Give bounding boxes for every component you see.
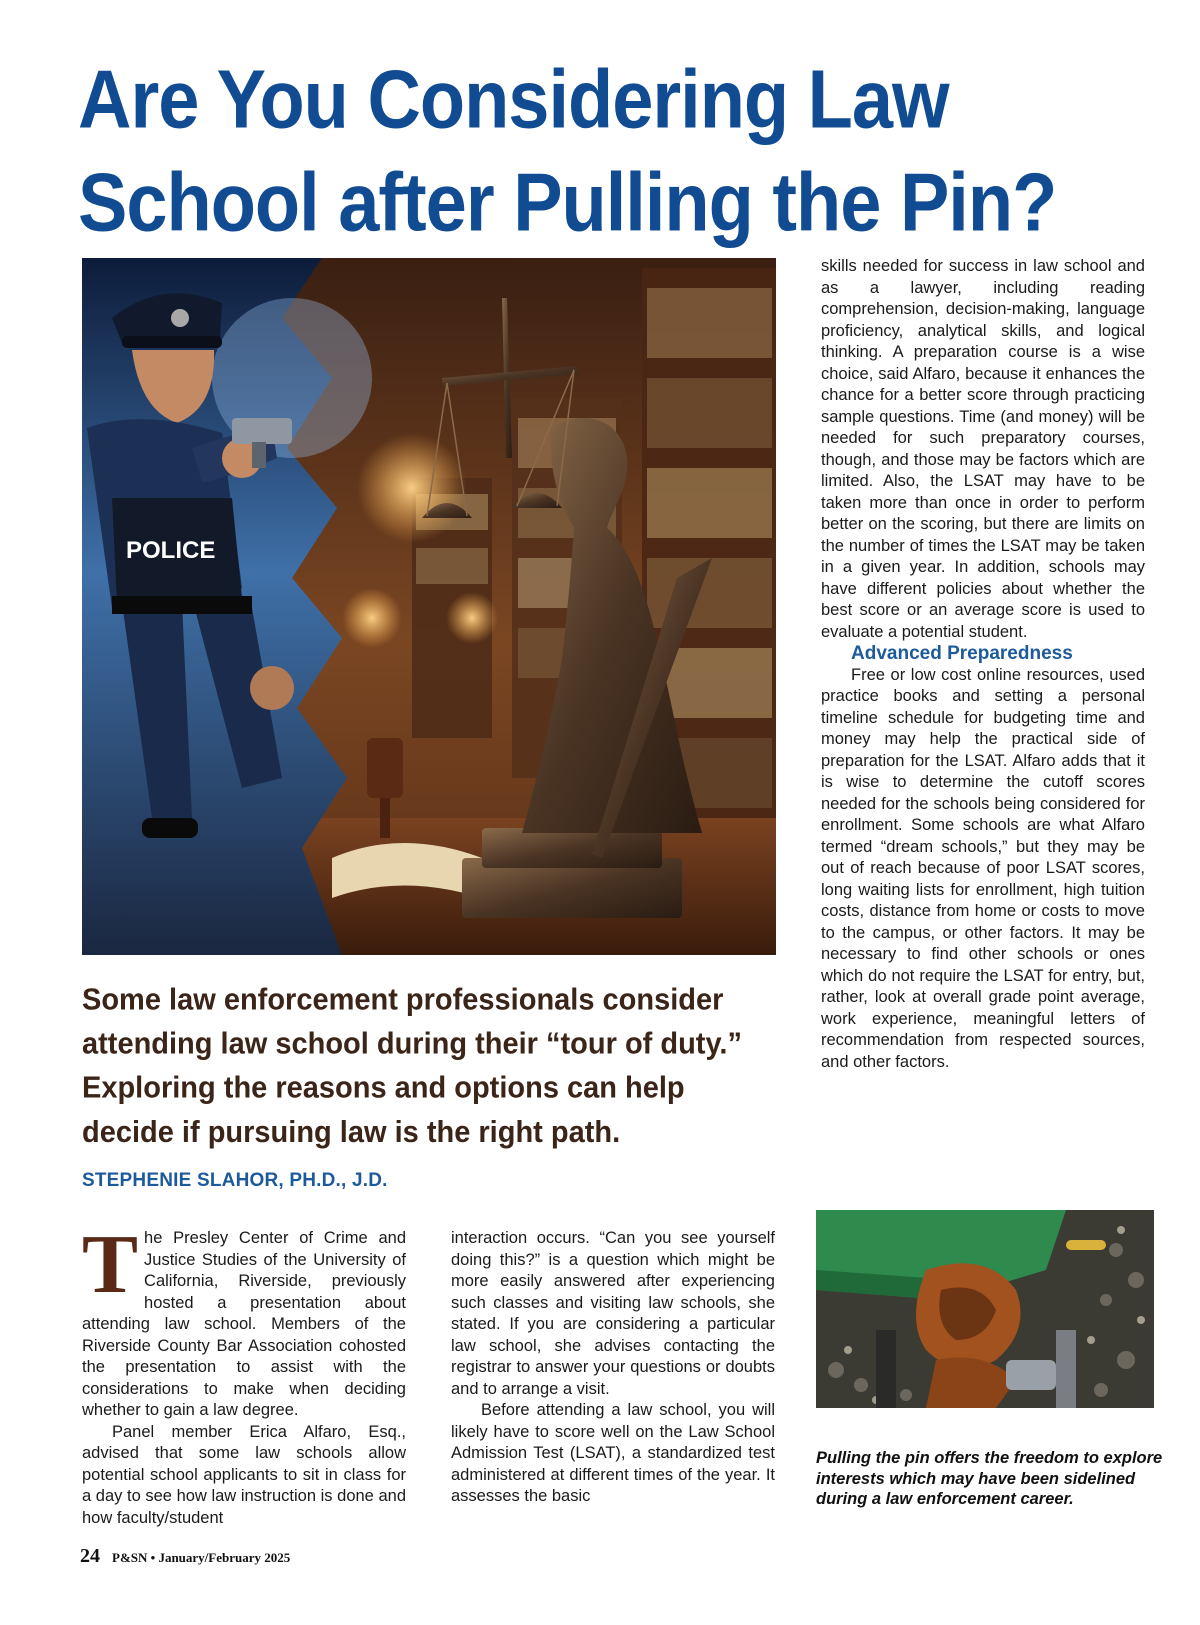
paragraph-text: he Presley Center of Crime and Justice Studies of the University of California, Riverside, previously hosted a presentation about attending law school. Members of the Riverside County Bar Association cohosted the presentation to assist with the considerations to make when deciding whether to gain a law degree. xyxy=(82,1229,406,1419)
publication-info: P&SN • January/February 2025 xyxy=(112,1550,291,1565)
drop-cap: T xyxy=(82,1218,139,1311)
paragraph: Free or low cost online resources, used practice books and setting a personal timeline schedule for budgeting time and money may help the practical side of preparation for the LSAT. Alfaro adds that it is wise to determine the cutoff scores needed for the schools being considered for enrollment. Some schools are what Alfaro termed “dream schools,” but they may be out of reach because of poor LSAT scores, long waiting lists for enrollment, high tuition costs, distance from home or costs to move to the campus, or other factors. It may be necessary to find other schools or ones which do not require the LSAT for entry, but, rather, look at overall grade point average, work experience, meaningful letters of recommendation from respected sources, and other factors. xyxy=(821,665,1145,1071)
page-number: 24 xyxy=(80,1545,100,1567)
body-column-3 xyxy=(821,256,1145,1073)
paragraph: skills needed for success in law school and as a lawyer, including reading comprehension, decision-making, language proficiency, analytical skills, and logical thinking. A preparation course is a wise choice, said Alfaro, because it enhances the chance for a better score through practicing sample questions. Time (and money) will be needed for such preparatory courses, though, and those may be factors which are limited. Also, the LSAT may have to be taken more than once in order to perform better on the scoring, but there are limits on the number of times the LSAT may be taken in a given year. In addition, schools may have different policies about whether the best score or an average score is used to evaluate a potential student. xyxy=(821,257,1145,641)
coupler-illustration xyxy=(816,1210,1154,1408)
page-footer xyxy=(80,1545,290,1568)
body-column-2 xyxy=(451,1228,775,1508)
byline: STEPHENIE SLAHOR, PH.D., J.D. xyxy=(82,1170,388,1191)
paragraph xyxy=(82,1218,406,1422)
photo-caption: Pulling the pin offers the freedom to explore interests which may have been sidelined during a law enforcement career. xyxy=(816,1449,1163,1508)
section-subhead: Advanced Preparedness xyxy=(851,643,1073,664)
paragraph: Before attending a law school, you will likely have to score well on the Law School Admission Test (LSAT), a standardized test administered at different times of the year. It assesses the basic xyxy=(451,1401,775,1505)
article-deck: Some law enforcement professionals consider attending law school during their “tour of duty.” Exploring the reasons and options can help decide if pursuing law is the right path. xyxy=(82,983,742,1150)
hero-image xyxy=(82,258,776,955)
headline: Are You Considering Law School after Pulling the Pin? xyxy=(78,52,1057,249)
body-column-1 xyxy=(82,1218,406,1529)
train-coupler-photo xyxy=(816,1210,1154,1408)
hero-illustration xyxy=(82,258,776,955)
police-patch-text: POLICE xyxy=(126,537,216,564)
paragraph: interaction occurs. “Can you see yourself doing this?” is a question which might be more easily answered after experiencing such classes and visiting law schools, she stated. If you are considering a particular law school, she advises contacting the registrar to answer your questions or doubts and to arrange a visit. xyxy=(451,1229,775,1398)
paragraph: Panel member Erica Alfaro, Esq., advised that some law schools allow potential school applicants to sit in class for a day to see how law instruction is done and how faculty/student xyxy=(82,1422,406,1527)
